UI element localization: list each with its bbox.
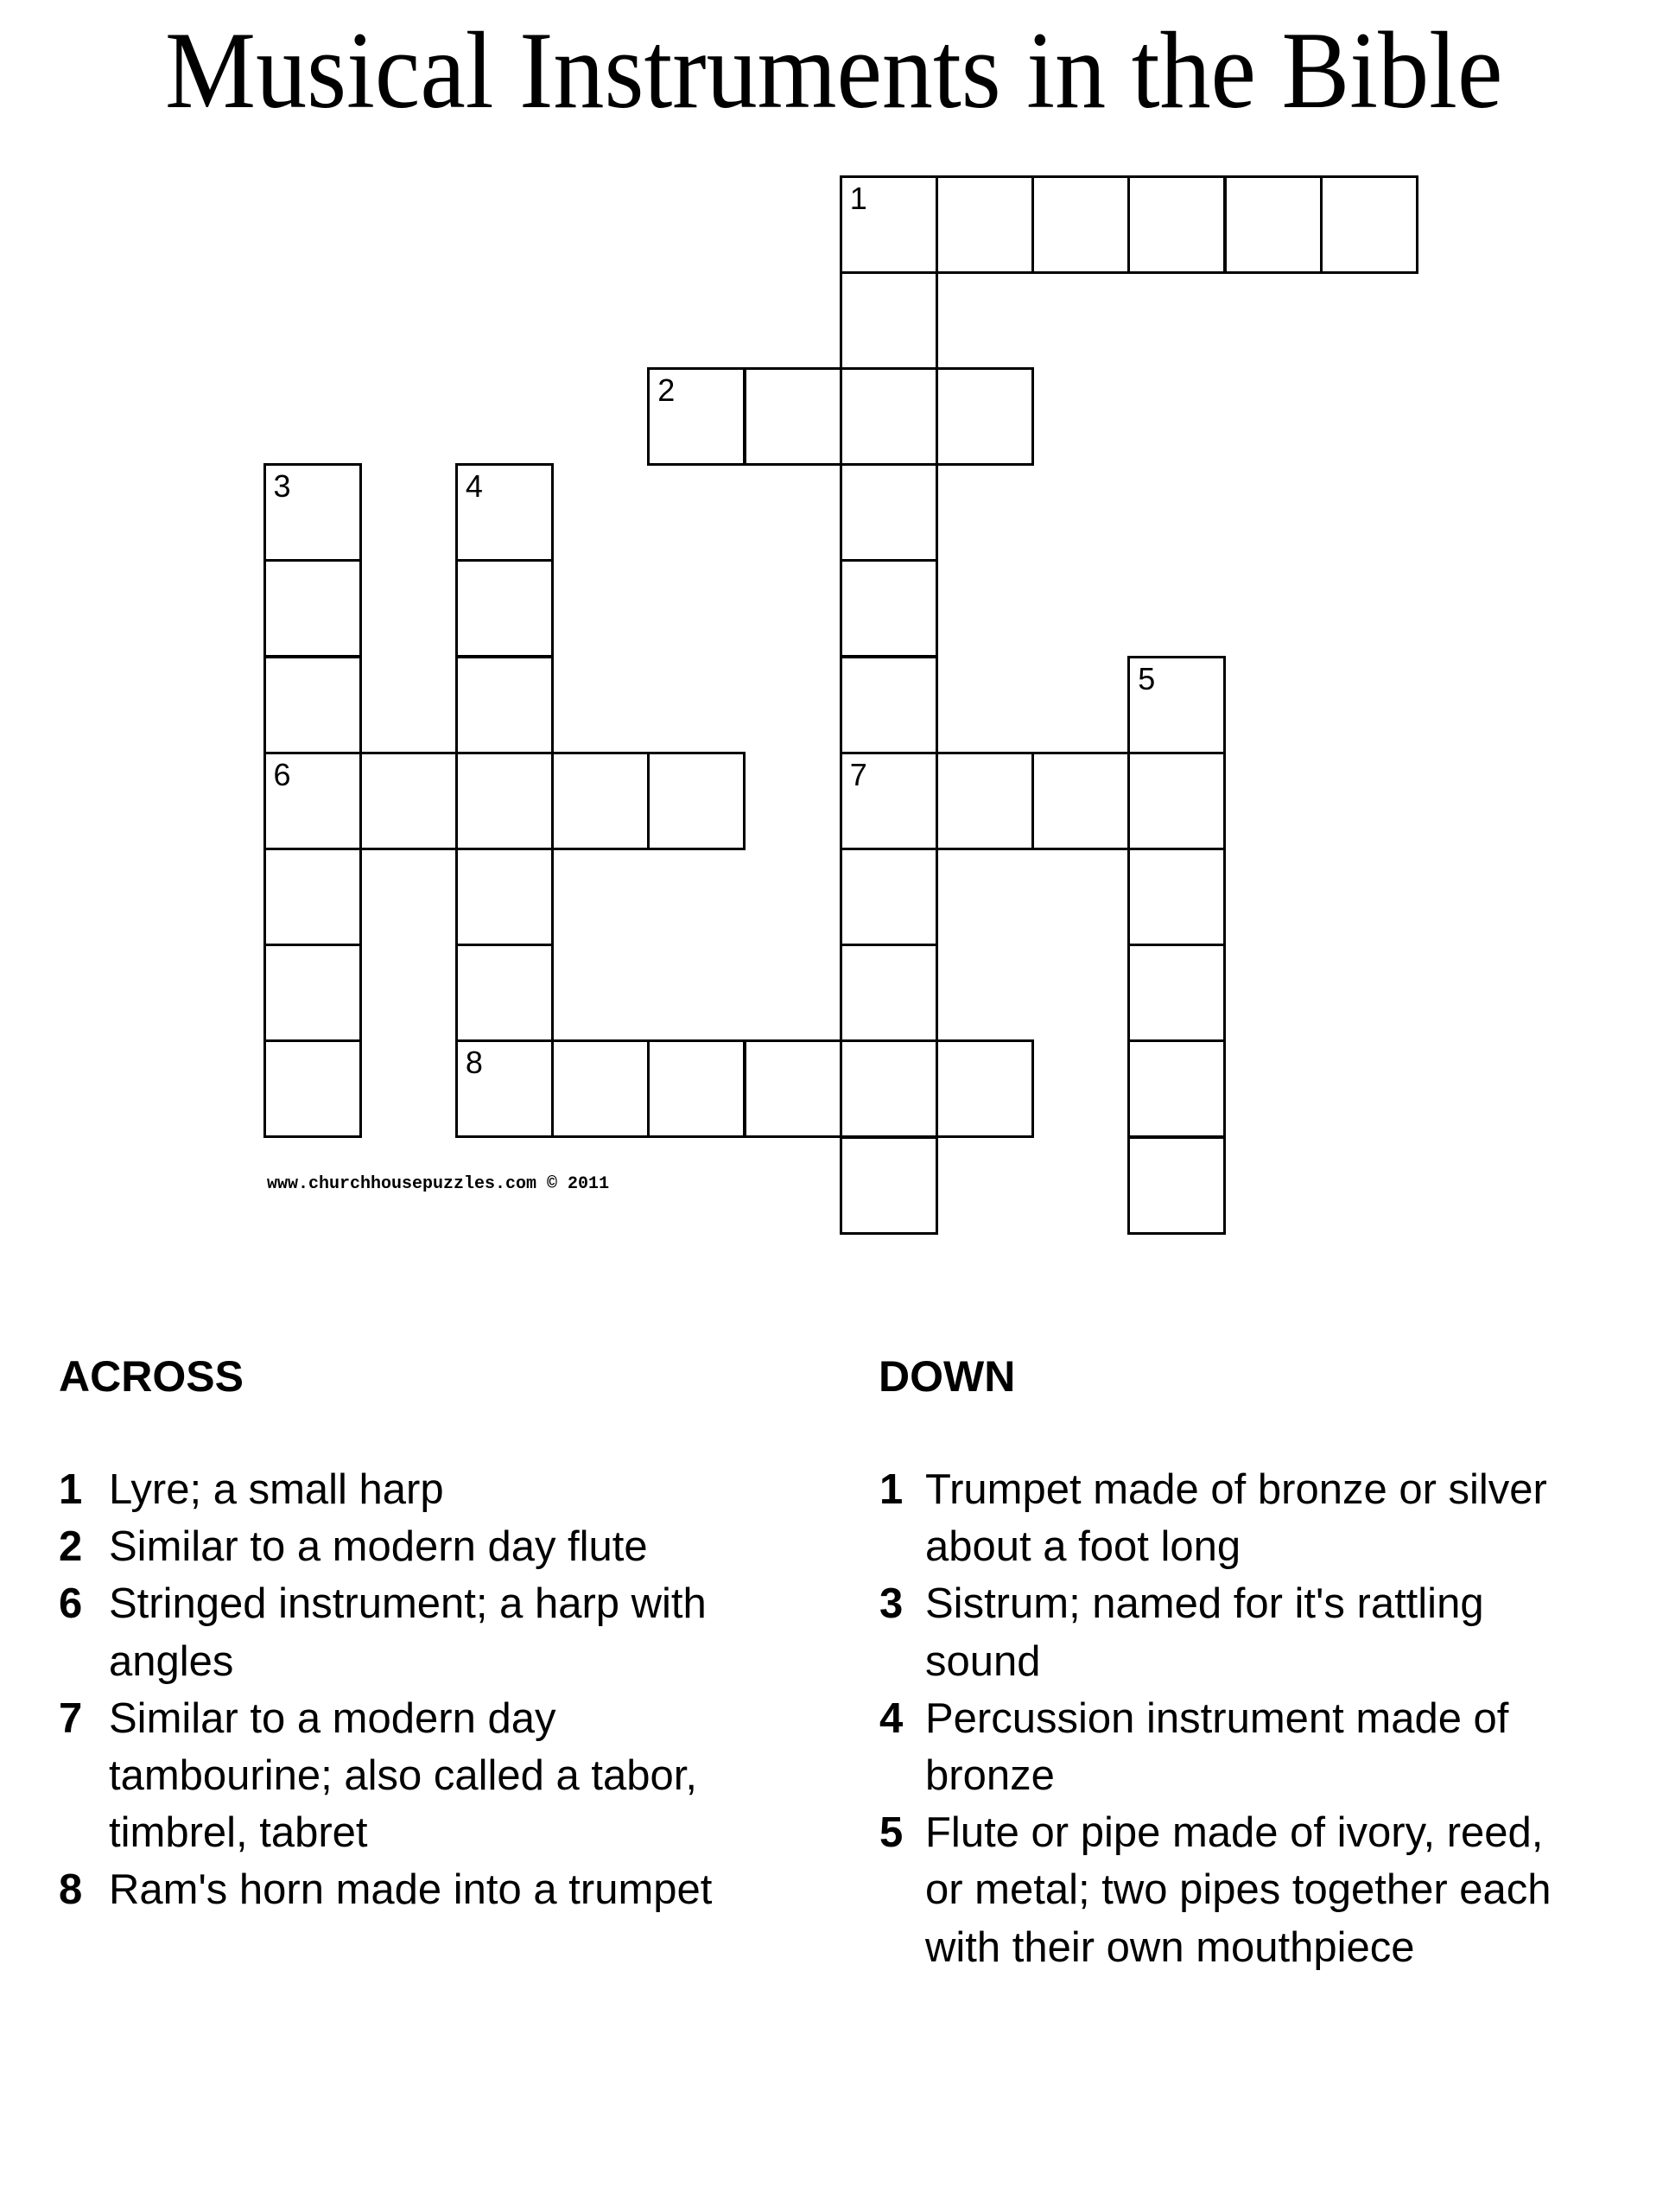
cell-number: 1 [849, 180, 867, 216]
across-clue-text: Similar to a modern day flute [109, 1523, 648, 1571]
grid-cell[interactable] [744, 367, 842, 466]
grid-cell[interactable] [1127, 848, 1226, 946]
grid-cell[interactable] [840, 175, 938, 274]
across-clue-text: angles [109, 1637, 234, 1685]
grid-cell[interactable] [840, 271, 938, 370]
grid-cell[interactable] [359, 752, 458, 850]
down-clue-number: 3 [879, 1580, 904, 1628]
down-clue-text: Trumpet made of bronze or silver [925, 1466, 1547, 1513]
cell-number: 5 [1138, 660, 1156, 696]
grid-cell[interactable] [1127, 752, 1226, 850]
grid-cell[interactable] [1127, 944, 1226, 1042]
grid-cell[interactable] [840, 463, 938, 562]
grid-cell[interactable] [936, 367, 1034, 466]
across-clue-number: 7 [59, 1694, 83, 1742]
grid-cell[interactable] [840, 848, 938, 946]
grid-cell[interactable] [455, 463, 554, 562]
across-clue-text: Stringed instrument; a harp with [109, 1580, 707, 1628]
down-clue-text: or metal; two pipes together each [925, 1866, 1552, 1914]
grid-cell[interactable] [840, 367, 938, 466]
across-clue-number: 8 [59, 1866, 83, 1914]
across-clue-text: tambourine; also called a tabor, [109, 1752, 697, 1799]
cell-number: 7 [849, 756, 867, 792]
cell-number: 2 [657, 372, 676, 408]
grid-cell[interactable] [840, 752, 938, 850]
down-clue-number: 1 [879, 1466, 904, 1513]
grid-cell[interactable] [455, 1039, 554, 1138]
grid-cell[interactable] [455, 752, 554, 850]
grid-cell[interactable] [263, 559, 362, 658]
grid-cell[interactable] [1127, 1039, 1226, 1138]
grid-cell[interactable] [551, 1039, 650, 1138]
down-clue-text: with their own mouthpiece [925, 1923, 1415, 1971]
grid-cell[interactable] [1127, 656, 1226, 754]
down-clue-text: Sistrum; named for it's rattling [925, 1580, 1484, 1628]
grid-cell[interactable] [840, 559, 938, 658]
grid-cell[interactable] [263, 752, 362, 850]
grid-cell[interactable] [263, 848, 362, 946]
grid-cell[interactable] [647, 367, 746, 466]
down-clue-text: about a foot long [925, 1523, 1241, 1571]
grid-cell[interactable] [936, 752, 1034, 850]
grid-cell[interactable] [1224, 175, 1323, 274]
down-clue-text: Percussion instrument made of [925, 1694, 1509, 1742]
across-clue-number: 1 [59, 1466, 83, 1513]
cell-number: 8 [465, 1045, 483, 1081]
copyright-footer: www.churchhousepuzzles.com © 2011 [267, 1174, 610, 1194]
cell-number: 6 [273, 756, 291, 792]
grid-cell[interactable] [263, 463, 362, 562]
grid-cell[interactable] [647, 752, 746, 850]
cell-number: 4 [465, 468, 483, 505]
across-heading: ACROSS [59, 1352, 244, 1401]
grid-cell[interactable] [263, 656, 362, 754]
across-clue-text: Similar to a modern day [109, 1694, 556, 1742]
across-clue-text: timbrel, tabret [109, 1809, 368, 1857]
grid-cell[interactable] [1127, 1136, 1226, 1235]
grid-cell[interactable] [1031, 752, 1130, 850]
page-title: Musical Instruments in the Bible [165, 10, 1503, 131]
across-clue-number: 2 [59, 1523, 83, 1571]
down-clue-text: bronze [925, 1752, 1055, 1799]
grid-cell[interactable] [840, 1039, 938, 1138]
grid-cell[interactable] [455, 559, 554, 658]
across-clue-text: Ram's horn made into a trumpet [109, 1866, 713, 1914]
down-clue-text: Flute or pipe made of ivory, reed, [925, 1809, 1544, 1857]
grid-cell[interactable] [1031, 175, 1130, 274]
grid-cell[interactable] [647, 1039, 746, 1138]
grid-cell[interactable] [1320, 175, 1418, 274]
grid-cell[interactable] [1127, 175, 1226, 274]
grid-cell[interactable] [840, 944, 938, 1042]
down-clue-number: 4 [879, 1694, 904, 1742]
cell-number: 3 [273, 468, 291, 505]
across-clue-text: Lyre; a small harp [109, 1466, 444, 1513]
grid-cell[interactable] [455, 944, 554, 1042]
across-clue-number: 6 [59, 1580, 83, 1628]
grid-cell[interactable] [840, 656, 938, 754]
grid-cell[interactable] [936, 1039, 1034, 1138]
down-clue-number: 5 [879, 1809, 904, 1857]
grid-cell[interactable] [840, 1136, 938, 1235]
grid-cell[interactable] [936, 175, 1034, 274]
down-heading: DOWN [879, 1352, 1016, 1401]
grid-cell[interactable] [551, 752, 650, 850]
grid-cell[interactable] [263, 1039, 362, 1138]
down-clue-text: sound [925, 1637, 1041, 1685]
grid-cell[interactable] [263, 944, 362, 1042]
grid-cell[interactable] [744, 1039, 842, 1138]
grid-cell[interactable] [455, 656, 554, 754]
grid-cell[interactable] [455, 848, 554, 946]
